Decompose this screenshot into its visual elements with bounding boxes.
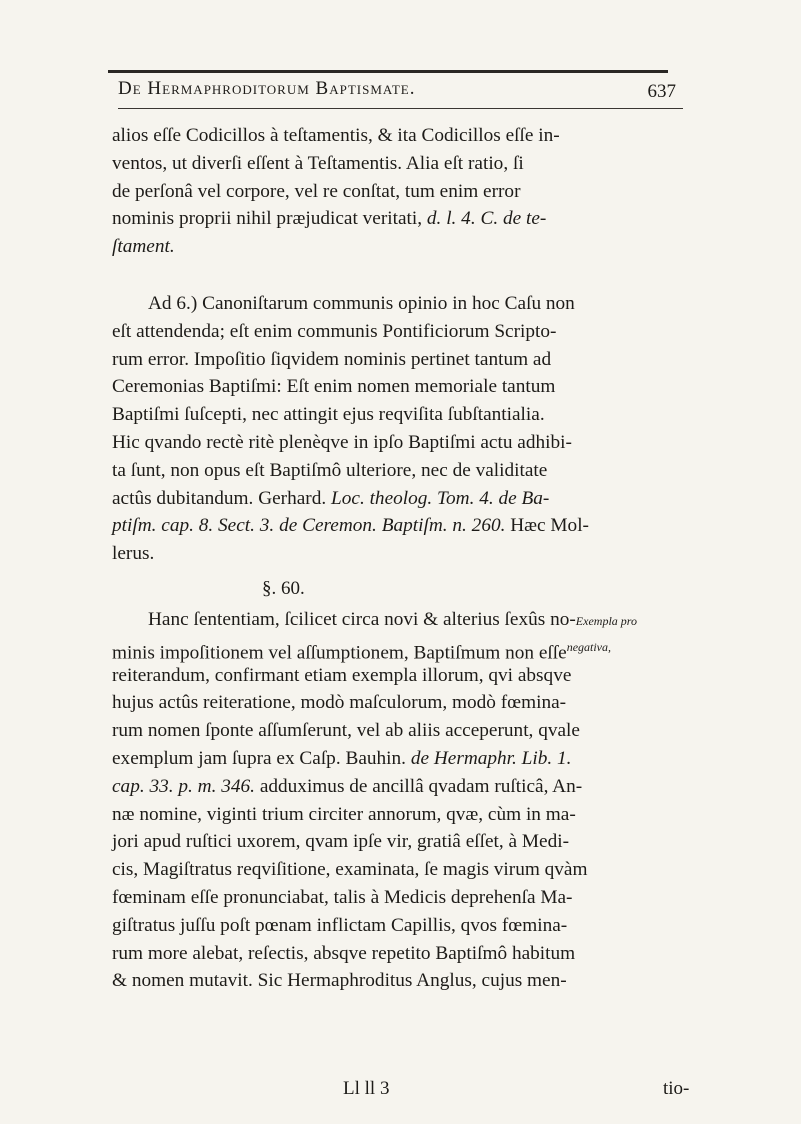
text-line <box>112 745 780 773</box>
page-header <box>118 78 678 114</box>
citation: de Hermaphr. Lib. 1. <box>410 747 572 769</box>
page-number: 637 <box>647 81 676 102</box>
text-line <box>112 485 780 513</box>
text-line: eſt attendenda; eſt enim communis Pontificiorum Scripto- <box>112 320 557 342</box>
text-line: Baptiſmi ſuſcepti, nec attingit ejus reqviſita ſubſtantialia. <box>112 404 545 426</box>
text-line: rum nomen ſponte aſſumſerunt, vel ab aliis acceperunt, qvale <box>112 720 580 742</box>
text-line: rum error. Impoſitio ſiqvidem nominis pertinet tantum ad <box>112 348 552 370</box>
text-line: giſtratus juſſu poſt pœnam inflictam Capillis, qvos fœmina- <box>112 914 568 936</box>
paragraph-2 <box>112 290 780 568</box>
text-line: reiterandum, confirmant etiam exempla illorum, qvi absqve <box>112 664 572 686</box>
text-line: lerus. <box>112 543 155 565</box>
citation: cap. 33. p. m. 346. <box>112 775 255 797</box>
text-line <box>112 606 780 634</box>
text-line: & nomen mutavit. Sic Hermaphroditus Anglus, cujus men- <box>112 970 567 992</box>
text-line: Ad 6.) Canoniſtarum communis opinio in hoc Caſu non <box>148 293 575 314</box>
text-line: fœminam eſſe pronunciabat, talis à Medicis deprehenſa Ma- <box>112 886 573 908</box>
paragraph-3 <box>112 606 780 995</box>
margin-note: negativa, <box>566 639 612 654</box>
section-number: §. 60. <box>262 578 305 599</box>
text-run: Hanc ſententiam, ſcilicet circa novi & alterius ſexûs no- <box>148 609 576 630</box>
text-line <box>112 634 780 662</box>
running-head: De Hermaphroditorum Baptismate. <box>118 78 416 99</box>
text-line <box>112 773 780 801</box>
top-rule <box>108 70 668 73</box>
text-line: Hic qvando rectè ritè plenèqve in ipſo Baptiſmi actu adhibi- <box>112 431 572 453</box>
text-line <box>112 512 780 540</box>
citation: Loc. theolog. Tom. 4. de Ba- <box>331 487 550 509</box>
text-run: actûs dubitandum. Gerhard. <box>112 487 327 509</box>
text-line: næ nomine, viginti trium circiter annorum, qvæ, cùm in ma- <box>112 803 576 825</box>
text-line: cis, Magiſtratus reqviſitione, examinata, ſe magis virum qvàm <box>112 859 588 881</box>
text-line <box>112 205 780 233</box>
text-run: minis impoſitionem vel aſſumptionem, Baptiſmum non eſſe <box>112 642 567 664</box>
citation: d. l. 4. C. de te- <box>426 208 547 230</box>
text-line: hujus actûs reiteratione, modò maſculorum, modò fœmina- <box>112 692 567 714</box>
signature-mark: Ll ll 3 <box>343 1078 390 1099</box>
text-run: nominis proprii nihil præjudicat veritati, <box>112 208 423 230</box>
text-run: exemplum jam ſupra ex Caſp. Bauhin. <box>112 747 406 769</box>
margin-note: Exempla pro <box>575 614 638 628</box>
text-line: de perſonâ vel corpore, vel re conſtat, tum enim error <box>112 180 521 202</box>
text-run: Hæc Mol- <box>510 515 589 537</box>
header-rule <box>118 108 683 109</box>
text-line: rum more alebat, reſectis, absqve repetito Baptiſmô habitum <box>112 942 576 964</box>
text-run: adduximus de ancillâ qvadam ruſticâ, An- <box>259 775 583 797</box>
text-line: alios eſſe Codicillos à teſtamentis, & ita Codicillos eſſe in- <box>112 125 560 146</box>
text-line: jori apud ruſtici uxorem, qvam ipſe vir, gratiâ eſſet, à Medi- <box>112 831 570 853</box>
text-line: ta ſunt, non opus eſt Baptiſmô ulteriore, nec de validitate <box>112 459 548 481</box>
text-line: Ceremonias Baptiſmi: Eſt enim nomen memoriale tantum <box>112 376 556 398</box>
paragraph-1 <box>112 122 780 261</box>
citation: ptiſm. cap. 8. Sect. 3. de Ceremon. Baptiſm. n. 260. <box>112 515 506 537</box>
text-line: ventos, ut diverſi eſſent à Teſtamentis. Alia eſt ratio, ſi <box>112 152 524 174</box>
catchword: tio- <box>663 1078 690 1099</box>
citation: ſtament. <box>112 236 175 258</box>
